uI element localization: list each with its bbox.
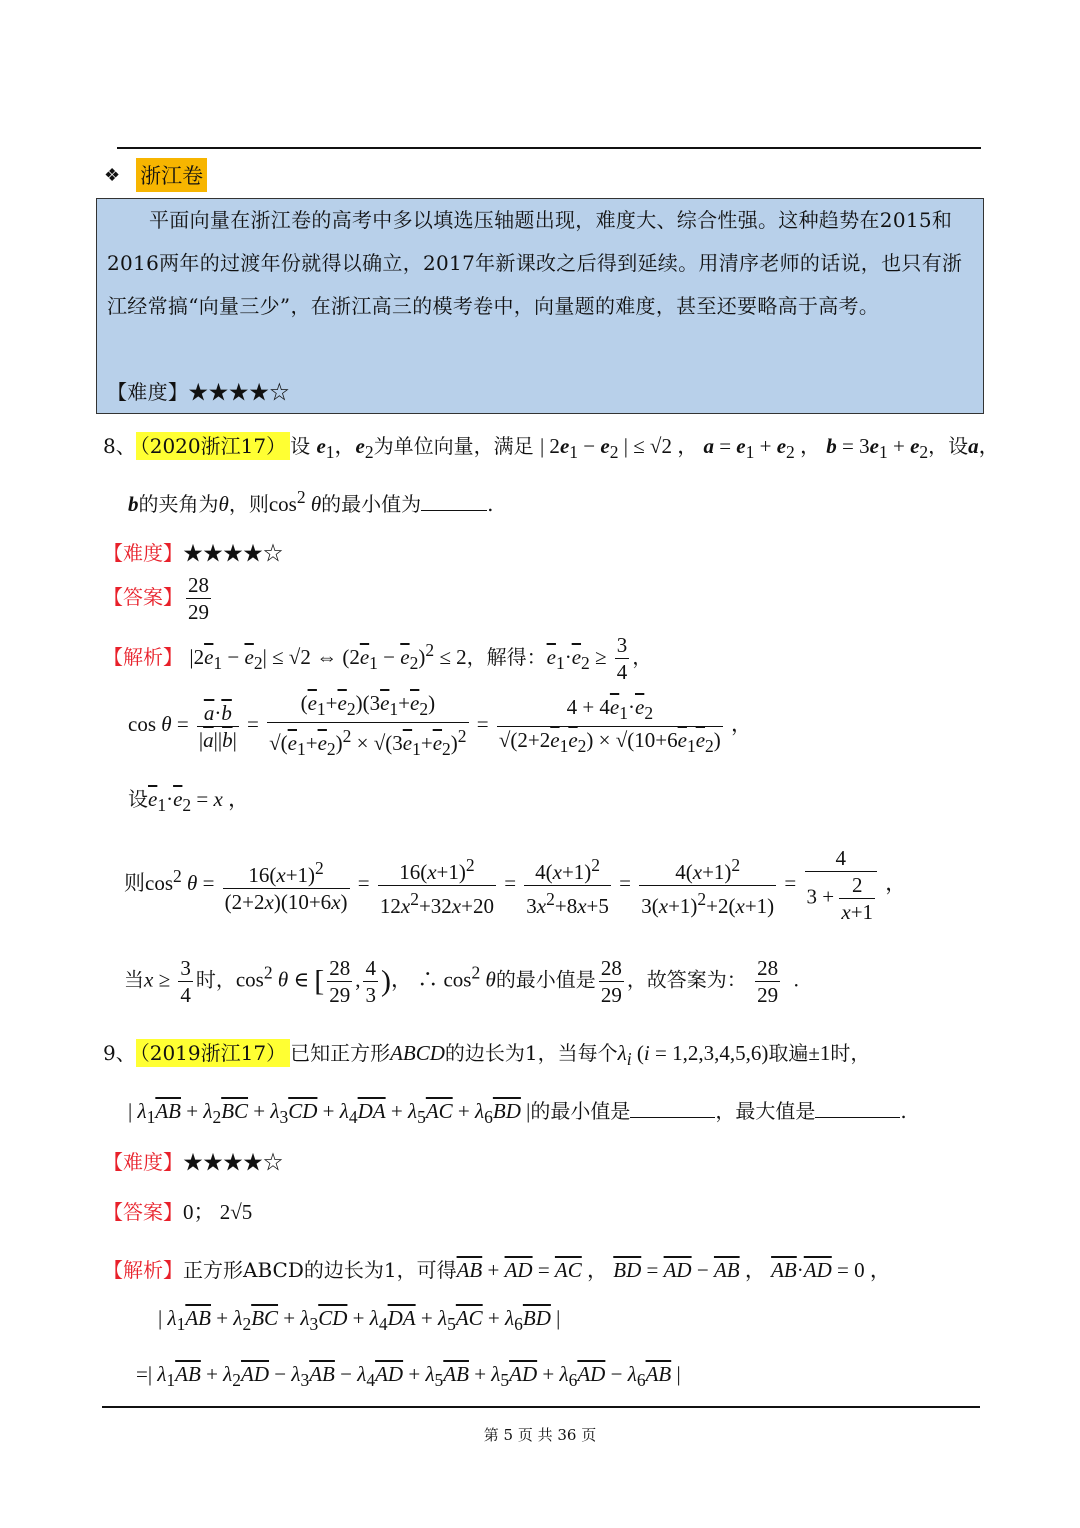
header-rule [117,147,981,149]
q9-analysis-line2: | $\lambda_1\overline{AB} + \lambda_2\overline{BC} + \lambda_3\overline{CD} + \lambda_4\overline{DA} + \lambda_5\overline{AC} + \lambda_6\overline{BD}$ | [158,1306,561,1335]
footer-rule [102,1406,980,1408]
diamond-bullet-icon: ❖ [104,164,121,186]
q9-line2: | $\lambda_1\overline{AB} + \lambda_2\overline{BC} + \lambda_3\overline{CD} + \lambda_4\overline{DA} + \lambda_5\overline{AC} + \lambda_6\overline{BD}$ |的最小值是 ，最大值是 . [128,1099,907,1128]
q8-line2: b的夹角为θ，则$\cos^2 \theta$的最小值为 . [128,487,494,516]
intro-box [96,198,984,414]
q8-analysis-line1: 【解析】 $|2\overline{e}_1 - \overline{e}_2| \le √2$ ⇔ $(2\overline{e}_1 - \overline{e}_2)^2 \le 2$，解得：$\overline{e}_1\cdot\overline{e}_2$ ≥ $\frac{3}{4}$ ， [103,633,653,684]
q9-min-blank [630,1099,715,1118]
q9-analysis-line1: 【解析】正方形ABCD的边长为1，可得$\overline{AB} + \overline{AD} = \overline{AC}$ ， $\overline{BD} = \overline{AD} - \overline{AB}$ ， $\overline{AB}\cdot\overline{AD} = 0$ ， [103,1258,891,1282]
q8-difficulty: 【难度】★★★★☆ [103,541,283,565]
q8-conclusion: 当x ≥ $\frac{3}{4}$ 时，$\cos^2 \theta$ ∈ [ $\frac{28}{29}$ , $\frac{4}{3}$ )， ∴ $\cos^2 \theta$的最小值是 $\frac{28}{29}$ ，故答案为： $\frac{28}{29}$ . [124,956,799,1007]
intro-text: 平面向量在浙江卷的高考中多以填选压轴题出现，难度大、综合性强。这种趋势在2015和2016两年的过渡年份就得以确立，2017年新课改之后得到延续。用清序老师的话说，也只有浙江经常搞“向量三少”，在浙江高三的模考卷中，向量题的难度，甚至还要略高于高考。 [107,208,963,318]
q8-source: （2020浙江17） [136,432,290,460]
q8-cos-formula: cos θ = $\frac{\overline{a}\cdot\overline{b}}{|\overline{a}||\overline{b}|}$ = $\frac{(\overline{e}_1+\overline{e}_2)(3\overline{e}_1+\overline{e}_2)}{√(\overline{e}_1+\overline{e}_2)^2 \times √(3\overline{e}_1+\overline{e}_2)^2}$ = $\frac{4 + 4\overline{e}_1\cdot\overline{e}_2}{√(2+2\overline{e}_1\overline{e}_2) \times √(10+6\overline{e}_1\overline{e}_2)}$ ， [128,691,753,760]
q9-answer: 【答案】0； 2√5 [103,1200,253,1224]
page-number: 第 5 页 共 36 页 [483,1426,597,1444]
q8-line1: 8、 （2020浙江17） 设 $e_1$，$e_2$为单位向量，满足 | $2e_1 - e_2$ | ≤ √2 ， $a = e_1 + e_2$ ， $b = 3e_1 + e_2$，设a， [103,434,1000,463]
section-title: 浙江卷 [136,158,207,192]
q8-answer: 【答案】 $\frac{28}{29}$ [103,573,209,624]
q8-set-x: 设$\overline{e}_1\cdot\overline{e}_2 = x$ ， [128,787,250,816]
q9-max-blank [815,1099,900,1118]
q8-answer-blank [421,492,487,511]
intro-difficulty: 【难度】★★★★☆ [107,380,290,404]
q9-difficulty: 【难度】★★★★☆ [103,1150,283,1174]
difficulty-stars: ★★★★☆ [188,380,290,404]
q9-line1: 9、 （2019浙江17） 已知正方形ABCD的边长为1，当每个$\lambda_i$ (i = 1,2,3,4,5,6)取遍±1时， [103,1041,871,1070]
q8-cos2-formula: 则$\cos^2 \theta$ = $\frac{16(x+1)^2}{(2+2x)(10+6x)}$ = $\frac{16(x+1)^2}{12x^2+32x+20}$ = $\frac{4(x+1)^2}{3x^2+8x+5}$ = $\frac{4(x+1)^2}{3(x+1)^2+2(x+1)}$ = 4 3 + $\frac{2}{x+1}$ ， [124,846,907,924]
section-heading [104,158,207,192]
q9-source: （2019浙江17） [136,1039,290,1067]
q9-analysis-line3: =| $\lambda_1\overline{AB} + \lambda_2\overline{AD} - \lambda_3\overline{AB} - \lambda_4\overline{AD} + \lambda_5\overline{AB} + \lambda_5\overline{AD} + \lambda_6\overline{AD} - \lambda_6\overline{AB}$ | [136,1362,681,1391]
